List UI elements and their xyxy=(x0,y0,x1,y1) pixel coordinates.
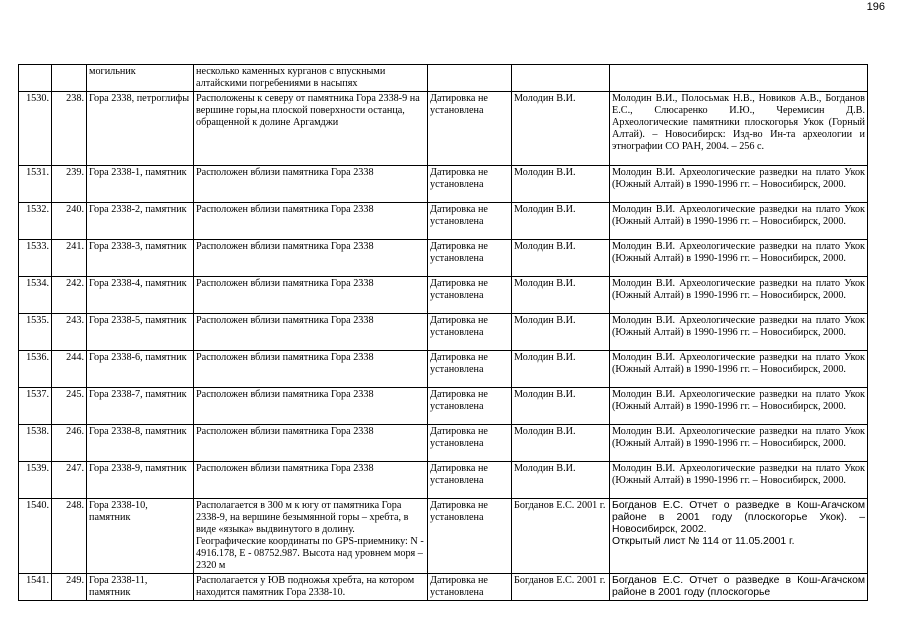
location-description-text: Расположен вблизи памятника Гора 2338 xyxy=(196,167,374,178)
monument-name-text: Гора 2338-7, памятник xyxy=(89,389,187,400)
registry-number-cell xyxy=(19,388,52,425)
table-row xyxy=(19,203,868,240)
list-number-text: 245. xyxy=(66,389,84,400)
bibliography-cell xyxy=(610,65,868,92)
registry-number-text: 1534. xyxy=(26,278,49,289)
list-number-cell xyxy=(52,351,87,388)
registry-number-text: 1530. xyxy=(26,93,49,104)
location-description-cell xyxy=(194,203,428,240)
researcher-text: Молодин В.И. xyxy=(514,278,576,289)
location-description-cell xyxy=(194,425,428,462)
registry-number-text: 1537. xyxy=(26,389,49,400)
location-description-cell xyxy=(194,574,428,601)
list-number-text: 247. xyxy=(66,463,84,474)
researcher-text: Молодин В.И. xyxy=(514,352,576,363)
bibliography-cell xyxy=(610,203,868,240)
monument-name-text: Гора 2338-6, памятник xyxy=(89,352,187,363)
list-number-text: 243. xyxy=(66,315,84,326)
list-number-text: 244. xyxy=(66,352,84,363)
researcher-text: Молодин В.И. xyxy=(514,463,576,474)
researcher-text: Молодин В.И. xyxy=(514,389,576,400)
dating-text: Датировка не установлена xyxy=(430,426,488,449)
dating-cell xyxy=(428,203,512,240)
location-description-text: Расположен вблизи памятника Гора 2338 xyxy=(196,389,374,400)
monument-name-text: Гора 2338-10, памятник xyxy=(89,500,148,523)
table-row xyxy=(19,277,868,314)
location-description-cell xyxy=(194,388,428,425)
monument-name-cell xyxy=(87,351,194,388)
researcher-text: Молодин В.И. xyxy=(514,167,576,178)
registry-number-cell xyxy=(19,351,52,388)
bibliography-text: Молодин В.И. Археологические разведки на плато Укок (Южный Алтай) в 1990-1996 гг. – Новосибирск, 2000. xyxy=(612,315,865,338)
list-number-cell xyxy=(52,574,87,601)
list-number-text: 246. xyxy=(66,426,84,437)
bibliography-text: Молодин В.И. Археологические разведки на плато Укок (Южный Алтай) в 1990-1996 гг. – Новосибирск, 2000. xyxy=(612,167,865,190)
researcher-cell xyxy=(512,92,610,166)
location-description-text: Расположены к северу от памятника Гора 2338-9 на вершине горы,на плоской поверхности останца, обращенной к долине Аргамджи xyxy=(196,93,420,128)
registry-number-cell xyxy=(19,574,52,601)
table-row xyxy=(19,351,868,388)
monument-name-cell xyxy=(87,166,194,203)
table-row xyxy=(19,499,868,574)
registry-number-text: 1532. xyxy=(26,204,49,215)
researcher-text: Богданов Е.С. 2001 г. xyxy=(514,500,606,511)
location-description-cell xyxy=(194,351,428,388)
location-description-cell xyxy=(194,462,428,499)
dating-cell xyxy=(428,65,512,92)
registry-number-text: 1531. xyxy=(26,167,49,178)
dating-text: Датировка не установлена xyxy=(430,389,488,412)
dating-cell xyxy=(428,166,512,203)
list-number-cell xyxy=(52,314,87,351)
researcher-cell xyxy=(512,351,610,388)
researcher-cell xyxy=(512,574,610,601)
dating-text: Датировка не установлена xyxy=(430,167,488,190)
list-number-cell xyxy=(52,203,87,240)
dating-text: Датировка не установлена xyxy=(430,93,488,116)
bibliography-cell xyxy=(610,314,868,351)
bibliography-text: Молодин В.И. Археологические разведки на плато Укок (Южный Алтай) в 1990-1996 гг. – Новосибирск, 2000. xyxy=(612,278,865,301)
researcher-text: Молодин В.И. xyxy=(514,204,576,215)
researcher-cell xyxy=(512,462,610,499)
location-description-text: Расположен вблизи памятника Гора 2338 xyxy=(196,463,374,474)
dating-cell xyxy=(428,425,512,462)
monument-name-cell xyxy=(87,574,194,601)
registry-number-text: 1539. xyxy=(26,463,49,474)
dating-cell xyxy=(428,574,512,601)
monument-name-text: Гора 2338-3, памятник xyxy=(89,241,187,252)
location-description-cell xyxy=(194,166,428,203)
monument-name-cell xyxy=(87,314,194,351)
researcher-cell xyxy=(512,425,610,462)
list-number-cell xyxy=(52,277,87,314)
bibliography-text: Богданов Е.С. Отчет о разведке в Кош-Агачском районе в 2001 году (плоскогорье xyxy=(612,575,865,598)
location-description-text: Расположен вблизи памятника Гора 2338 xyxy=(196,241,374,252)
registry-number-cell xyxy=(19,92,52,166)
dating-cell xyxy=(428,240,512,277)
list-number-cell xyxy=(52,166,87,203)
dating-cell xyxy=(428,499,512,574)
permit-note-text: Открытый лист № 114 от 11.05.2001 г. xyxy=(612,536,795,547)
researcher-cell xyxy=(512,166,610,203)
bibliography-cell xyxy=(610,277,868,314)
registry-number-cell xyxy=(19,499,52,574)
table-row xyxy=(19,314,868,351)
location-description-text: Расположен вблизи памятника Гора 2338 xyxy=(196,204,374,215)
researcher-cell xyxy=(512,314,610,351)
monument-name-cell xyxy=(87,462,194,499)
researcher-cell xyxy=(512,240,610,277)
location-description-cell xyxy=(194,314,428,351)
dating-cell xyxy=(428,314,512,351)
registry-number-cell xyxy=(19,65,52,92)
list-number-cell xyxy=(52,425,87,462)
researcher-cell xyxy=(512,277,610,314)
dating-text: Датировка не установлена xyxy=(430,500,488,523)
list-number-text: 249. xyxy=(66,575,84,586)
dating-cell xyxy=(428,277,512,314)
dating-cell xyxy=(428,388,512,425)
researcher-cell xyxy=(512,203,610,240)
monument-name-cell xyxy=(87,65,194,92)
registry-number-text: 1535. xyxy=(26,315,49,326)
location-description-cell xyxy=(194,92,428,166)
registry-number-cell xyxy=(19,203,52,240)
registry-number-cell xyxy=(19,166,52,203)
list-number-text: 239. xyxy=(66,167,84,178)
dating-text: Датировка не установлена xyxy=(430,463,488,486)
researcher-cell xyxy=(512,499,610,574)
list-number-text: 238. xyxy=(66,93,84,104)
monument-name-text: могильник xyxy=(89,66,136,77)
monument-name-text: Гора 2338-9, памятник xyxy=(89,463,187,474)
table-row xyxy=(19,462,868,499)
table-row xyxy=(19,388,868,425)
registry-number-text: 1538. xyxy=(26,426,49,437)
registry-number-cell xyxy=(19,425,52,462)
monument-name-text: Гора 2338-4, памятник xyxy=(89,278,187,289)
bibliography-cell xyxy=(610,92,868,166)
table-row xyxy=(19,425,868,462)
location-description-text: Расположен вблизи памятника Гора 2338 xyxy=(196,278,374,289)
researcher-cell xyxy=(512,65,610,92)
location-description-text: Располагается в 300 м к югу от памятника Гора 2338-9, на вершине безымянной горы – хребта, в виде «языка» выдвинутого в долину. Географические координаты по GPS-приемнику: N - 4916.178, E - 08752.987. Высота над уровнем моря – 2320 м xyxy=(196,500,424,571)
monument-name-text: Гора 2338-5, памятник xyxy=(89,315,187,326)
monument-registry-table xyxy=(18,64,868,601)
location-description-text: Расположен вблизи памятника Гора 2338 xyxy=(196,352,374,363)
dating-text: Датировка не установлена xyxy=(430,204,488,227)
list-number-text: 240. xyxy=(66,204,84,215)
location-description-text: Располагается у ЮВ подножья хребта, на котором находится памятник Гора 2338-10. xyxy=(196,575,415,598)
bibliography-text: Богданов Е.С. Отчет о разведке в Кош-Агачском районе в 2001 году (плоскогорье Укок). – Новосибирск, 2002. xyxy=(612,500,865,535)
table-row xyxy=(19,574,868,601)
bibliography-text: Молодин В.И. Археологические разведки на плато Укок (Южный Алтай) в 1990-1996 гг. – Новосибирск, 2000. xyxy=(612,352,865,375)
researcher-text: Молодин В.И. xyxy=(514,93,576,104)
monument-name-text: Гора 2338-8, памятник xyxy=(89,426,187,437)
bibliography-cell xyxy=(610,574,868,601)
registry-number-text: 1536. xyxy=(26,352,49,363)
bibliography-text: Молодин В.И. Археологические разведки на плато Укок (Южный Алтай) в 1990-1996 гг. – Новосибирск, 2000. xyxy=(612,241,865,264)
list-number-cell xyxy=(52,388,87,425)
list-number-cell xyxy=(52,499,87,574)
monument-name-cell xyxy=(87,499,194,574)
registry-number-cell xyxy=(19,240,52,277)
registry-number-text: 1533. xyxy=(26,241,49,252)
bibliography-cell xyxy=(610,499,868,574)
page-number: 196 xyxy=(866,1,885,13)
monument-name-cell xyxy=(87,388,194,425)
location-description-cell xyxy=(194,65,428,92)
dating-cell xyxy=(428,462,512,499)
dating-text: Датировка не установлена xyxy=(430,315,488,338)
dating-text: Датировка не установлена xyxy=(430,575,488,598)
bibliography-text: Молодин В.И. Археологические разведки на плато Укок (Южный Алтай) в 1990-1996 гг. – Новосибирск, 2000. xyxy=(612,426,865,449)
list-number-cell xyxy=(52,92,87,166)
monument-name-text: Гора 2338-1, памятник xyxy=(89,167,187,178)
monument-name-text: Гора 2338, петроглифы xyxy=(89,93,190,104)
registry-number-cell xyxy=(19,314,52,351)
bibliography-text: Молодин В.И. Археологические разведки на плато Укок (Южный Алтай) в 1990-1996 гг. – Новосибирск, 2000. xyxy=(612,204,865,227)
registry-number-cell xyxy=(19,277,52,314)
dating-cell xyxy=(428,92,512,166)
bibliography-cell xyxy=(610,462,868,499)
monument-name-cell xyxy=(87,277,194,314)
location-description-cell xyxy=(194,240,428,277)
location-description-cell xyxy=(194,277,428,314)
bibliography-cell xyxy=(610,166,868,203)
bibliography-cell xyxy=(610,425,868,462)
bibliography-text: Молодин В.И., Полосьмак Н.В., Новиков А.В., Богданов Е.С., Слюсаренко И.Ю., Черемисин Д.В. Археологические памятники плоскогорья Укок (Горный Алтай). – Новосибирск: Изд-во Ин-та археологии и этнографии СО РАН, 2004. – 256 с. xyxy=(612,93,865,152)
bibliography-cell xyxy=(610,240,868,277)
list-number-text: 242. xyxy=(66,278,84,289)
bibliography-cell xyxy=(610,351,868,388)
location-description-cell xyxy=(194,499,428,574)
monument-name-cell xyxy=(87,92,194,166)
monument-name-text: Гора 2338-2, памятник xyxy=(89,204,187,215)
location-description-text: Расположен вблизи памятника Гора 2338 xyxy=(196,315,374,326)
monument-name-cell xyxy=(87,240,194,277)
location-description-text: Расположен вблизи памятника Гора 2338 xyxy=(196,426,374,437)
dating-text: Датировка не установлена xyxy=(430,278,488,301)
list-number-text: 248. xyxy=(66,500,84,511)
monument-name-cell xyxy=(87,203,194,240)
researcher-text: Богданов Е.С. 2001 г. xyxy=(514,575,606,586)
dating-text: Датировка не установлена xyxy=(430,352,488,375)
bibliography-text: Молодин В.И. Археологические разведки на плато Укок (Южный Алтай) в 1990-1996 гг. – Новосибирск, 2000. xyxy=(612,463,865,486)
researcher-text: Молодин В.И. xyxy=(514,426,576,437)
dating-cell xyxy=(428,351,512,388)
list-number-cell xyxy=(52,65,87,92)
dating-text: Датировка не установлена xyxy=(430,241,488,264)
list-number-text: 241. xyxy=(66,241,84,252)
monument-name-cell xyxy=(87,425,194,462)
researcher-text: Молодин В.И. xyxy=(514,315,576,326)
registry-number-cell xyxy=(19,462,52,499)
table-row xyxy=(19,92,868,166)
location-description-text: несколько каменных курганов с впускными алтайскими погребениями в насыпях xyxy=(196,66,386,89)
table-row xyxy=(19,65,868,92)
table-row xyxy=(19,166,868,203)
researcher-cell xyxy=(512,388,610,425)
registry-number-text: 1541. xyxy=(26,575,49,586)
list-number-cell xyxy=(52,240,87,277)
registry-number-text: 1540. xyxy=(26,500,49,511)
monument-name-text: Гора 2338-11, памятник xyxy=(89,575,148,598)
list-number-cell xyxy=(52,462,87,499)
bibliography-cell xyxy=(610,388,868,425)
bibliography-text: Молодин В.И. Археологические разведки на плато Укок (Южный Алтай) в 1990-1996 гг. – Новосибирск, 2000. xyxy=(612,389,865,412)
researcher-text: Молодин В.И. xyxy=(514,241,576,252)
table-row xyxy=(19,240,868,277)
